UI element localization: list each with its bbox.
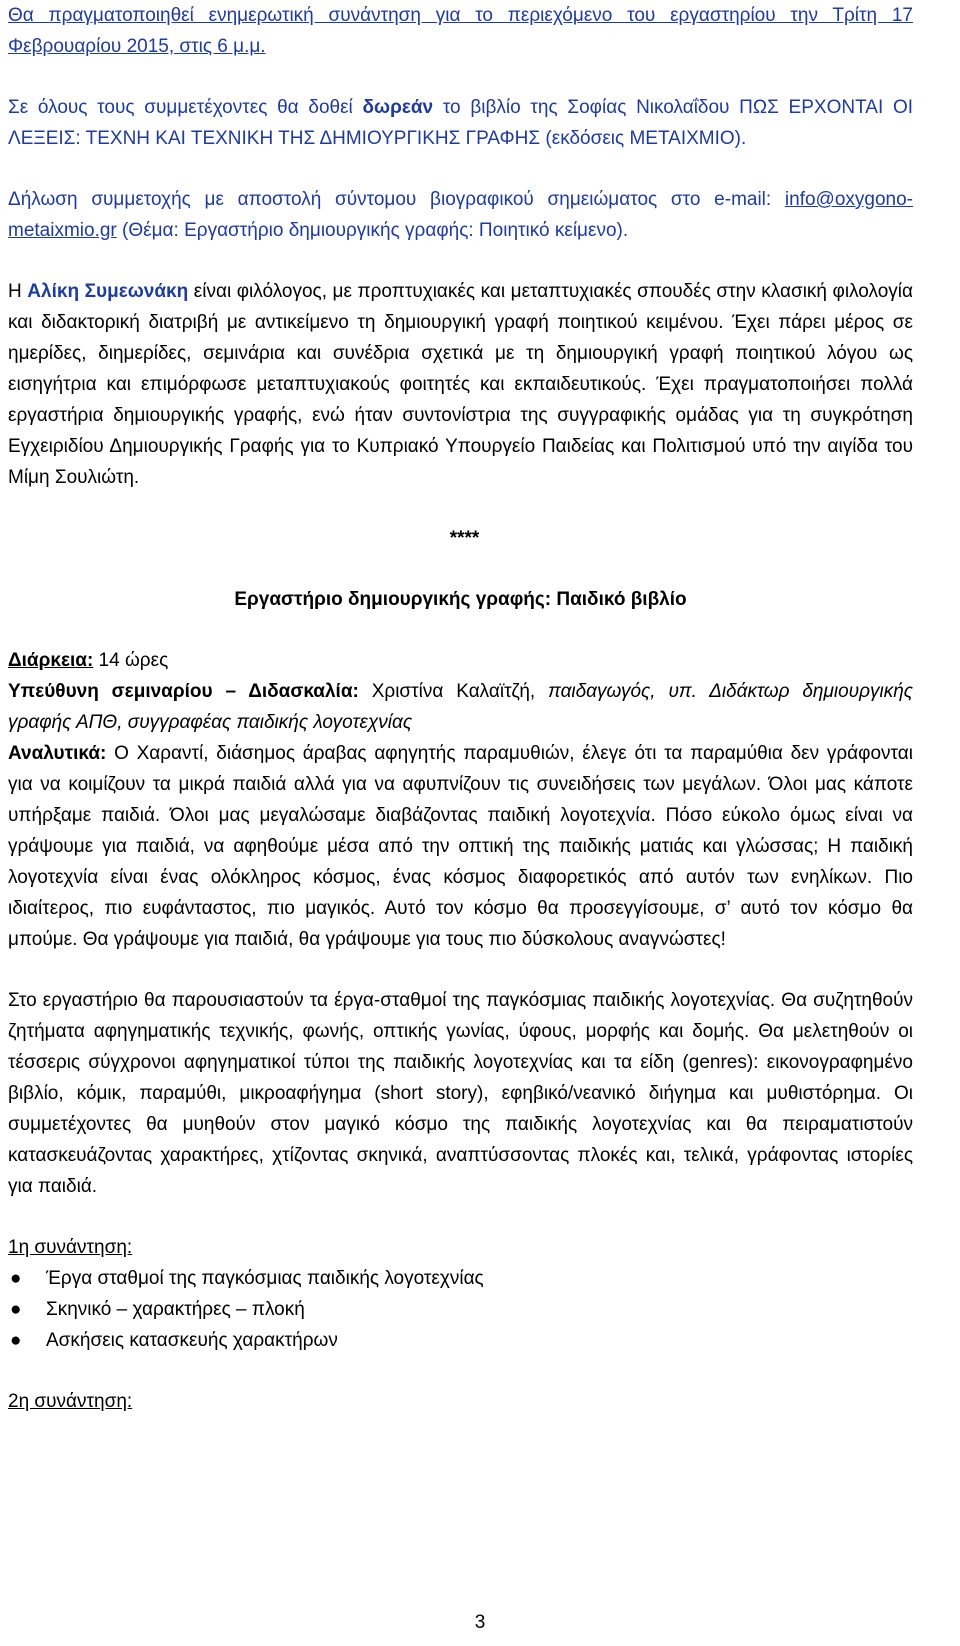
responsible-name: Χριστίνα Καλαϊτζή, <box>358 681 549 702</box>
program-paragraph: Στο εργαστήριο θα παρουσιαστούν τα έργα-σταθμοί της παγκόσμιας παιδικής λογοτεχνίας. Θα συζητηθούν ζητήματα αφηγηματικής τεχνικής, φωνής, οπτικής γωνίας, ύφους, μορφής και δομής. Θα μελετηθούν οι τέσσερις σύγχρονοι αφηγηματικοί τύποι της παιδικής λογοτεχνίας και τα είδη (genres): εικονογραφημένο βιβλίο, κόμικ, παραμύθι, μικροαφήγημα (short story), εφηβικό/νεανικό διήγημα και μυθιστόρημα. Οι συμμετέχοντες θα μυηθούν στον μαγικό κόσμο της παιδικής λογοτεχνίας και θα πειραματιστούν κατασκευάζοντας χαρακτήρες, χτίζοντας σκηνικά, αναπτύσσοντας πλοκές και, τελικά, γράφοντας ιστορίες για παιδιά. <box>8 990 913 1197</box>
list-item <box>8 1325 913 1356</box>
list-item-text: Ασκήσεις κατασκευής χαρακτήρων <box>46 1330 338 1351</box>
responsible-role: παιδαγωγός, υπ. Διδάκτωρ δημιουργικής γραφής ΑΠΘ, συγγραφέας παιδικής λογοτεχνίας <box>8 681 913 733</box>
list-item <box>8 1263 913 1294</box>
declaration-text: Δήλωση συμμετοχής με αποστολή σύντομου βιογραφικού σημειώματος στο e-mail: <box>8 189 785 210</box>
responsible-label: Υπεύθυνη σεμιναρίου – Διδασκαλία: <box>8 681 359 702</box>
gift-text-after: το βιβλίο της Σοφίας Νικολαΐδου ΠΩΣ ΕΡΧΟΝΤΑΙ ΟΙ ΛΕΞΕΙΣ: ΤΕΧΝΗ ΚΑΙ ΤΕΧΝΙΚΗ ΤΗΣ ΔΗΜΙΟΥΡΓΙΚΗΣ ΓΡΑΦΗΣ (εκδόσεις ΜΕΤΑΙΧΜΙΟ). <box>8 97 914 149</box>
duration-value: 14 ώρες <box>93 650 169 671</box>
bullet-icon: ● <box>10 1330 22 1351</box>
meeting2-label <box>8 1386 913 1417</box>
page-number: 3 <box>474 1612 486 1633</box>
bullet-icon: ● <box>10 1299 22 1320</box>
meeting-announcement-text: Θα πραγματοποιηθεί ενημερωτική συνάντηση για το περιεχόμενο του εργαστηρίου την Τρίτη 17 Φεβρουαρίου 2015, στις 6 μ.μ. <box>8 5 913 57</box>
meeting1-label-text: 1η συνάντηση: <box>8 1237 133 1258</box>
email-link[interactable]: info@oxygono-metaixmio.gr <box>8 189 913 241</box>
bio-prefix: Η <box>8 281 28 302</box>
meeting1-list <box>8 1263 913 1356</box>
bio-paragraph <box>8 276 913 493</box>
workshop-title: Εργαστήριο δημιουργικής γραφής: Παιδικό βιβλίο <box>234 589 687 610</box>
details-paragraph <box>8 738 913 955</box>
meeting2-label-text: 2η συνάντηση: <box>8 1391 133 1412</box>
declaration-subject: (Θέμα: Εργαστήριο δημιουργικής γραφής: Ποιητικό κείμενο). <box>116 220 629 241</box>
details-label: Αναλυτικά: <box>8 743 107 764</box>
gift-free-bold: δωρεάν <box>362 97 434 118</box>
bio-name: Αλίκη Συμεωνάκη <box>27 281 189 302</box>
bullet-icon: ● <box>10 1268 22 1289</box>
bio-text: είναι φιλόλογος, με προπτυχιακές και μεταπτυχιακές σπουδές στην κλασική φιλολογία και διδακτορική διατριβή με αντικείμενο τη δημιουργική γραφή ποιητικού κειμένου. Έχει πάρει μέρος σε ημερίδες, διημερίδες, σεμινάρια και συνέδρια σχετικά με τη δημιουργική γραφή ποιητικού λόγου ως εισηγήτρια και επιμόρφωσε μεταπτυχιακούς φοιτητές και εκπαιδευτικούς. Έχει πραγματοποιήσει πολλά εργαστήρια δημιουργικής γραφής, ενώ ήταν συντονίστρια της συγγραφικής ομάδας για τη συγκρότηση Εγχειριδίου Δημιουργικής Γραφής για το Κυπριακό Υπουργείο Παιδείας και Πολιτισμού υπό την αιγίδα του Μίμη Σουλιώτη. <box>8 281 913 488</box>
meeting1-label <box>8 1232 913 1263</box>
details-text: Ο Χαραντί, διάσημος άραβας αφηγητής παραμυθιών, έλεγε ότι τα παραμύθια δεν γράφονται για να κοιμίζουν τα μικρά παιδιά αλλά για να αφυπνίζουν τις συνειδήσεις των μεγάλων. Όλοι μας κάποτε υπήρξαμε παιδιά. Όλοι μας μεγαλώσαμε διαβάζοντας παιδική λογοτεχνία. Πόσο εύκολο όμως είναι να γράψουμε για παιδιά, να αφηθούμε μέσα από την οπτική της παιδικής ματιάς και γλώσσας; Η παιδική λογοτεχνία είναι ένας ολόκληρος κόσμος, ένας κόσμος διαφορετικός από αυτόν των ενηλίκων. Πιο ιδιαίτερος, πιο ευφάνταστος, πιο μαγικός. Αυτό τον κόσμο θα προσεγγίσουμε, σ’ αυτό τον κόσμο θα μπούμε. Θα γράψουμε για παιδιά, θα γράψουμε για τους πιο δύσκολους αναγνώστες! <box>8 743 913 950</box>
responsible-line <box>8 676 913 738</box>
meeting-announcement <box>8 0 913 62</box>
section-separator: **** <box>449 528 480 549</box>
duration-label: Διάρκεια: <box>8 650 94 671</box>
declaration-paragraph <box>8 184 913 246</box>
list-item-text: Έργα σταθμοί της παγκόσμιας παιδικής λογοτεχνίας <box>46 1268 484 1289</box>
gift-paragraph <box>8 92 913 154</box>
document-page <box>8 0 913 1417</box>
list-item-text: Σκηνικό – χαρακτήρες – πλοκή <box>46 1299 305 1320</box>
duration-line <box>8 645 913 676</box>
list-item <box>8 1294 913 1325</box>
gift-text-before: Σε όλους τους συμμετέχοντες θα δοθεί <box>8 97 363 118</box>
